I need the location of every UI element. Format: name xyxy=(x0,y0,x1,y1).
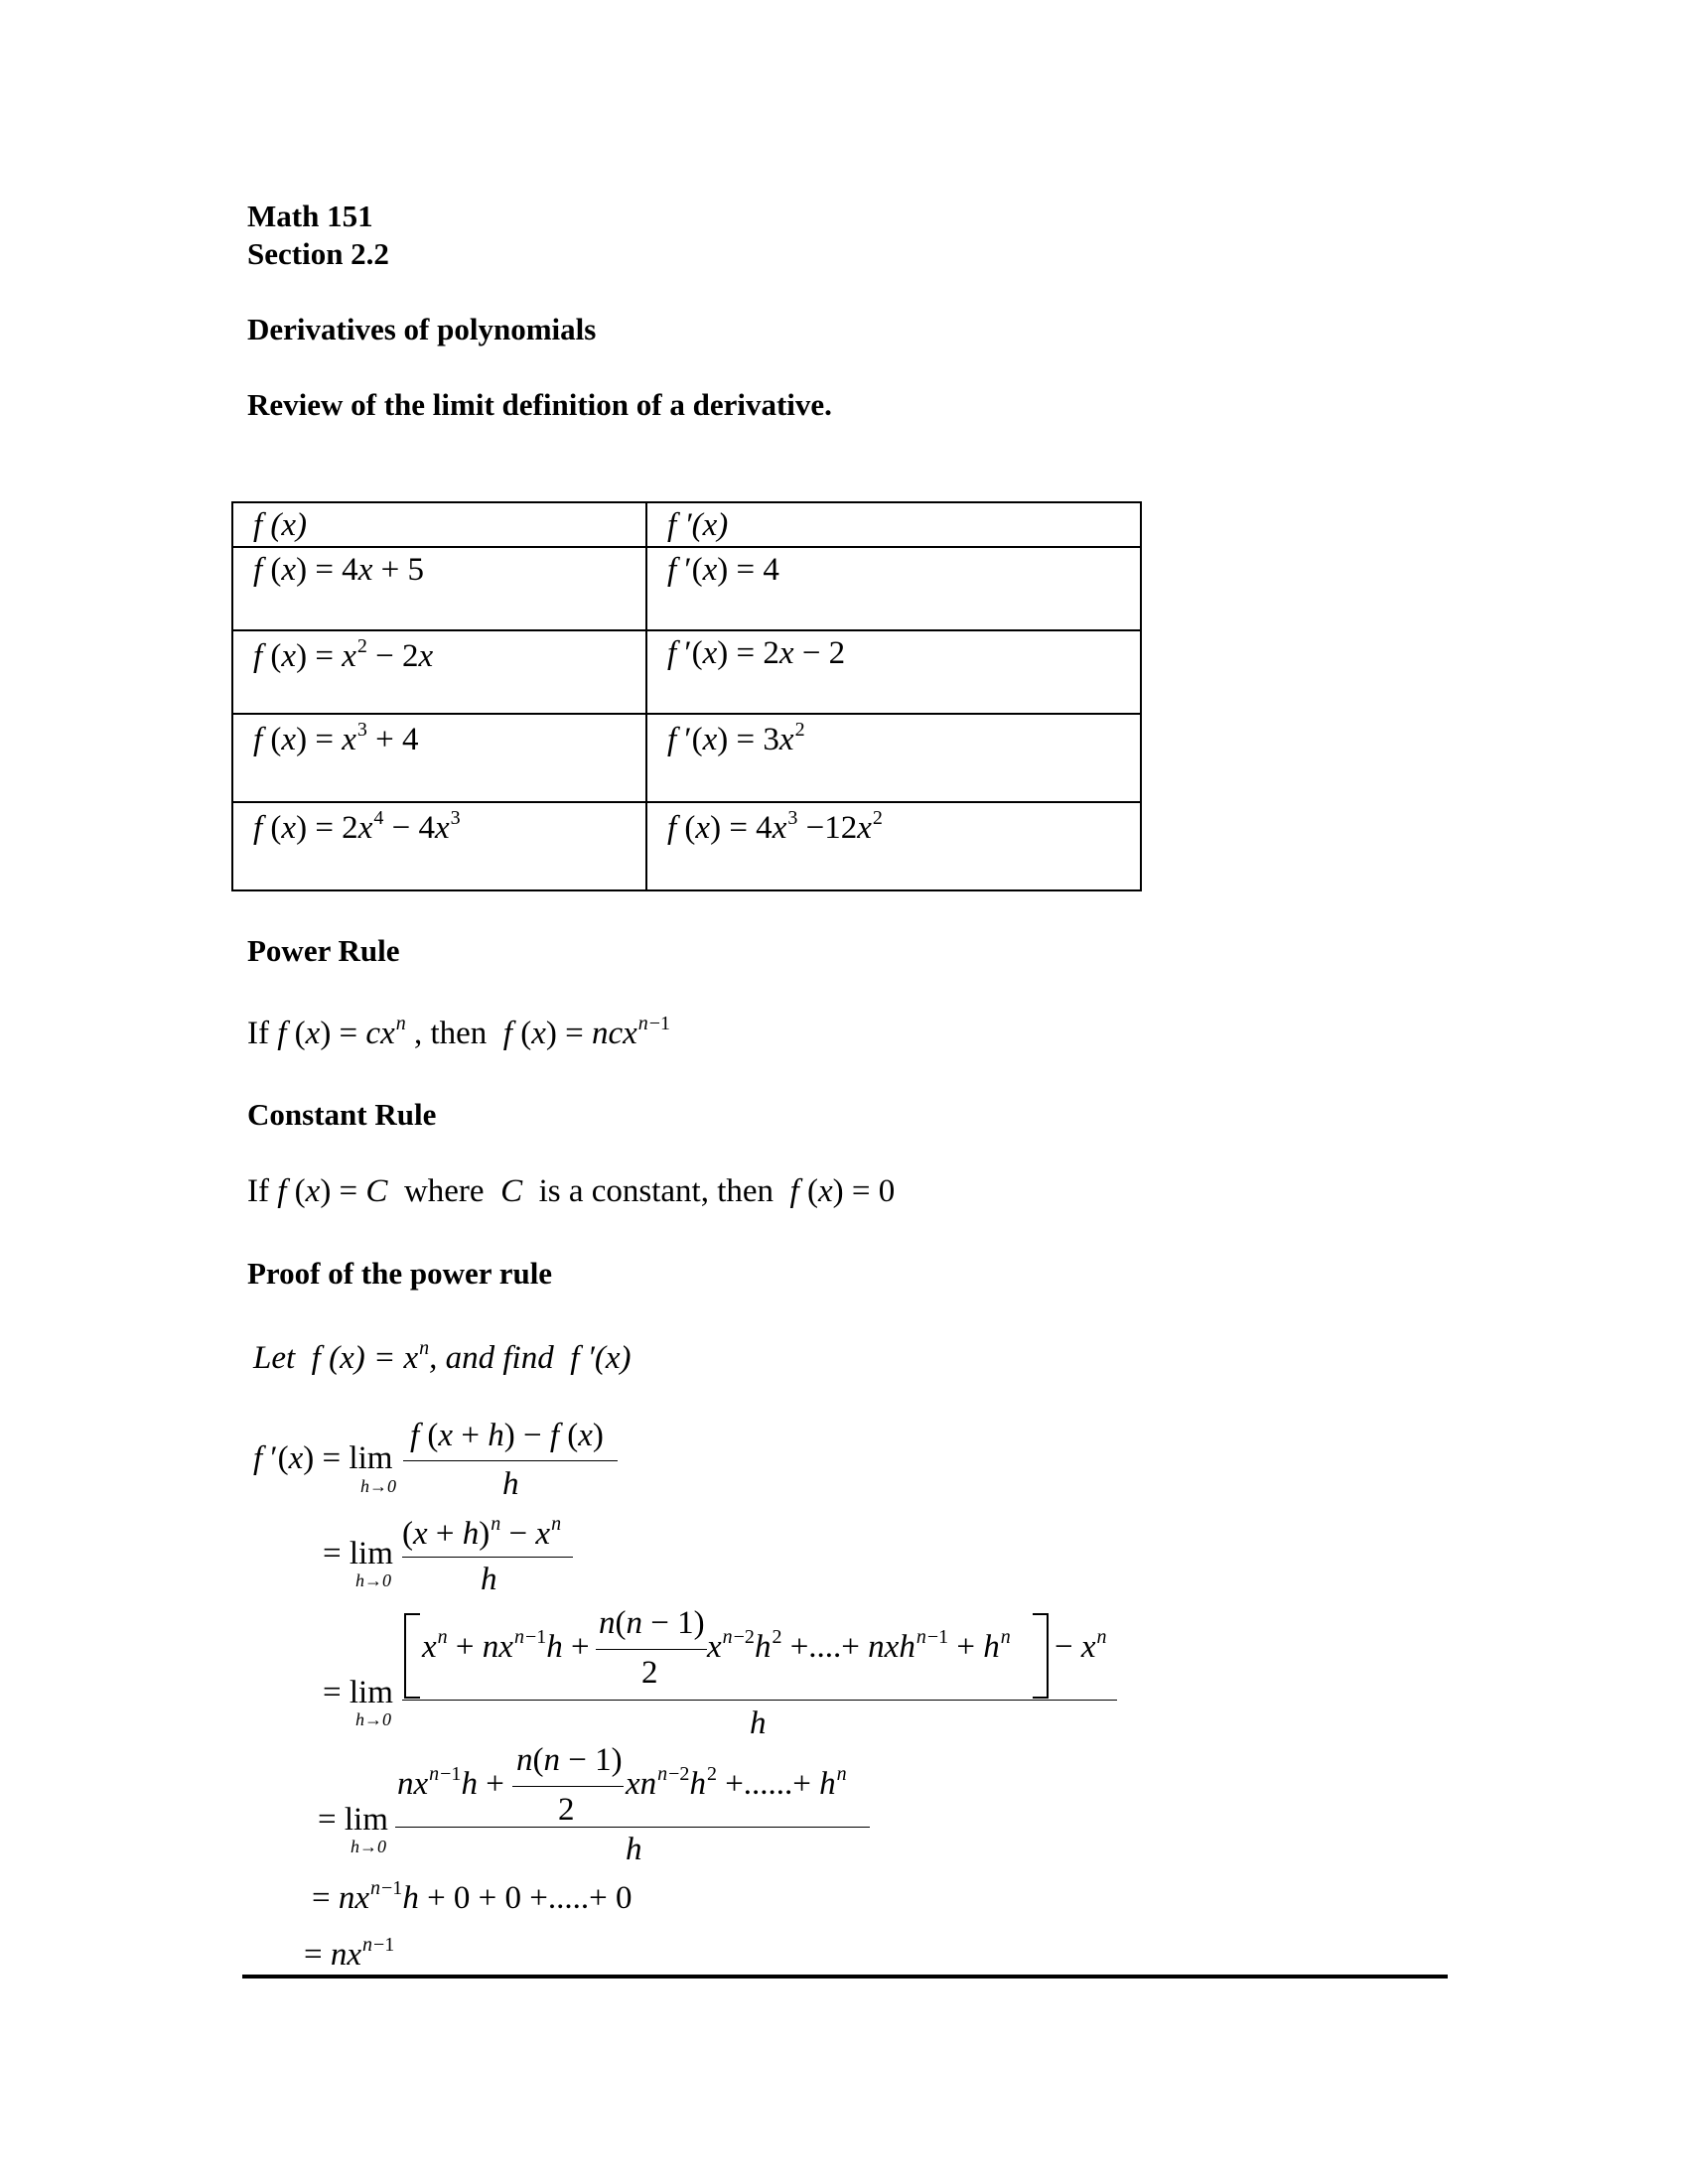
table-header-row xyxy=(232,502,1141,547)
proof-step-5: = $nx^{n-1}h + 0 + 0$ +.....+ 0 xyxy=(312,1877,633,1916)
derivative-cell: f $'(x) = 3x^2$ xyxy=(646,714,1141,802)
proof-intro: Let f $(x) = x^n$, and find f ′(x) xyxy=(253,1337,632,1376)
table-header-cell: f ′(x) xyxy=(646,502,1141,547)
proof-heading: Proof of the power rule xyxy=(247,1256,553,1291)
power-rule-statement: If f $(x) = cx^n$ , then f (x) = ncx$^{n-1}$ xyxy=(247,1013,671,1051)
constant-rule-heading: Constant Rule xyxy=(247,1097,437,1132)
table-header-cell: f (x) xyxy=(232,502,646,547)
course-title: Math 151 xyxy=(247,199,373,233)
derivative-cell: f ′(x) = 4 xyxy=(646,547,1141,630)
proof-step-6: = $nx^{n-1}$ xyxy=(304,1934,395,1973)
constant-rule-statement: If f (x) = C where C is a constant, then f (x) = 0 xyxy=(247,1173,896,1209)
function-cell: f $(x) = 2x^4 - 4x^3$ xyxy=(232,802,646,890)
table-row xyxy=(232,714,1141,802)
bottom-rule xyxy=(242,1975,1448,1979)
function-cell: f (x) = 4x + 5 xyxy=(232,547,646,630)
power-rule-heading: Power Rule xyxy=(247,933,400,968)
topic-heading: Derivatives of polynomials xyxy=(247,312,597,346)
table-row xyxy=(232,802,1141,890)
derivative-cell: f ′(x) = 2x − 2 xyxy=(646,630,1141,714)
function-cell: f $(x) = x^3 + 4$ xyxy=(232,714,646,802)
function-cell: f $(x) = x^2 - 2x$ xyxy=(232,630,646,714)
table-row xyxy=(232,630,1141,714)
table-row xyxy=(232,547,1141,630)
review-heading: Review of the limit definition of a derivative. xyxy=(247,387,832,422)
derivative-cell: f $(x) = 4x^3 -12x^2$ xyxy=(646,802,1141,890)
section-title: Section 2.2 xyxy=(247,236,389,271)
derivative-table xyxy=(231,501,1142,891)
